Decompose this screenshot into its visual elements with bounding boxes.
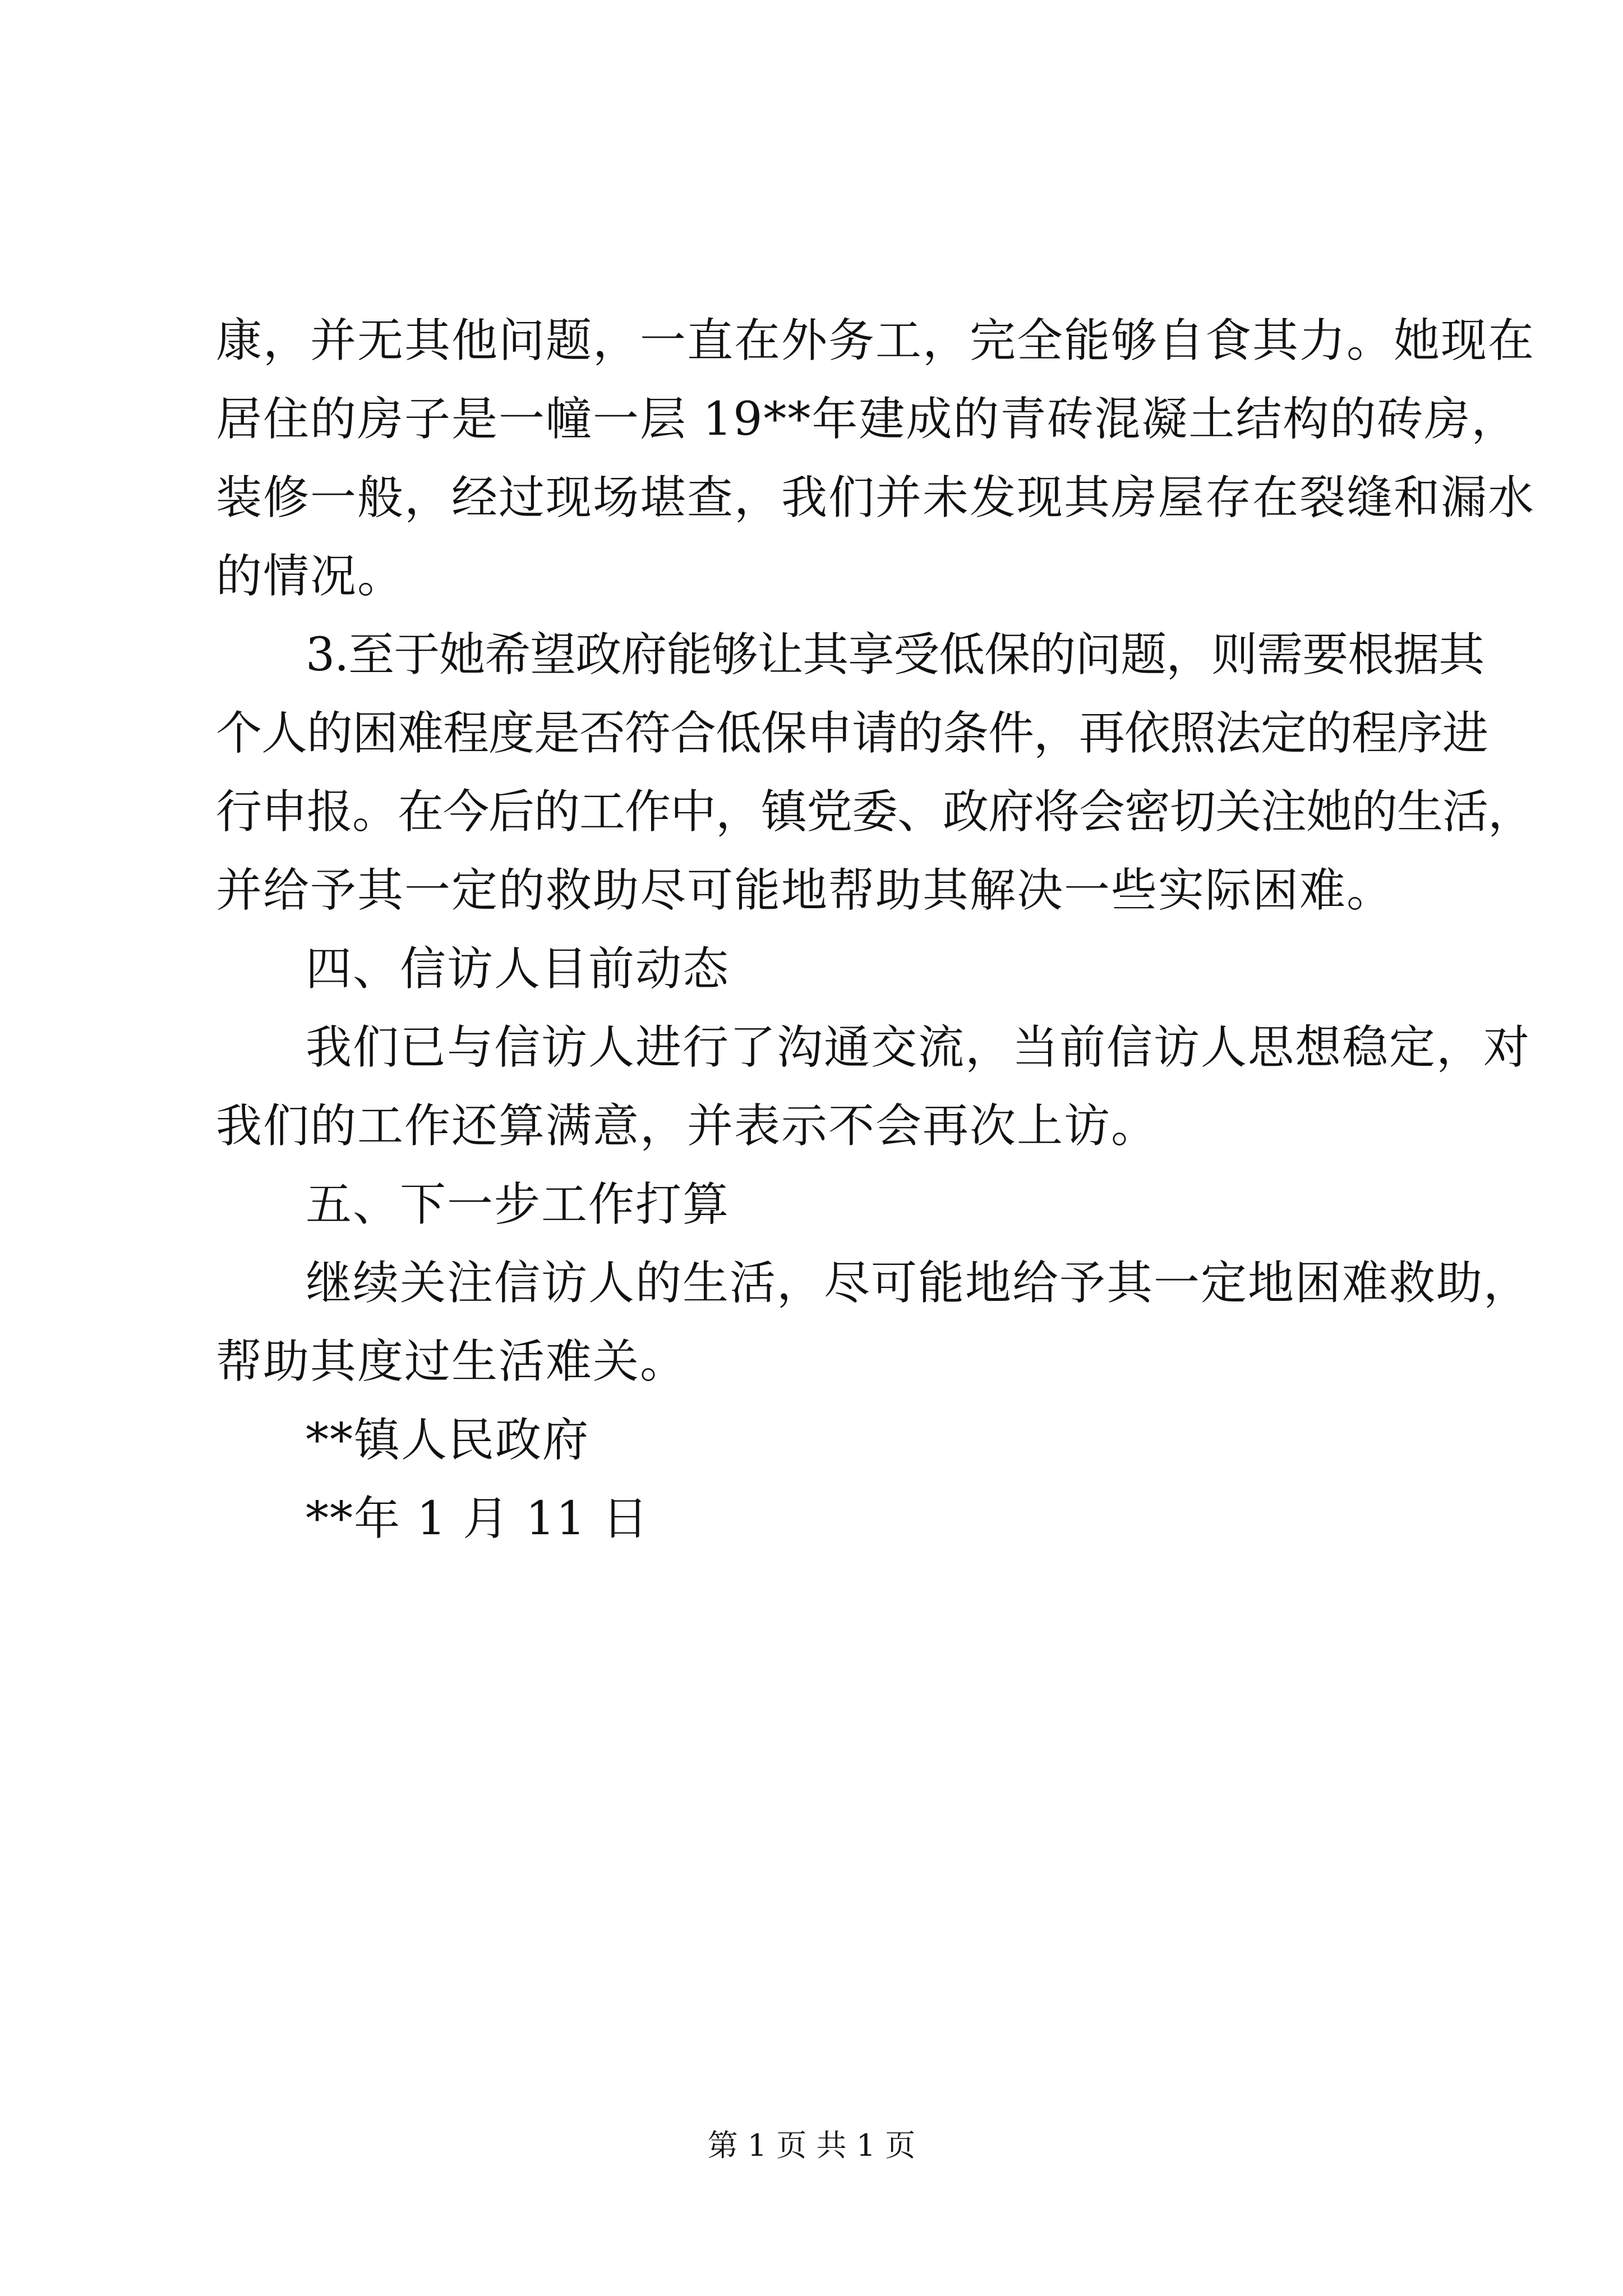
section-heading: 五、下一步工作打算 [306,1178,730,1231]
text-line: 并给予其一定的救助尽可能地帮助其解决一些实际困难。 [216,864,1394,917]
page-number: 第 1 页 共 1 页 [707,2128,916,2163]
text-line: 康，并无其他问题，一直在外务工，完全能够自食其力。她现在 [216,314,1536,367]
signature-date: **年 1 月 11 日 [306,1492,649,1545]
text-line: 帮助其度过生活难关。 [216,1335,688,1388]
text-line: 3.至于她希望政府能够让其享受低保的问题，则需要根据其 [306,628,1484,682]
page-footer [0,2126,1623,2165]
document-body [216,302,1536,1558]
text-line: 我们的工作还算满意，并表示不会再次上访。 [216,1099,1159,1153]
text-line: 装修一般，经过现场堪查，我们并未发现其房屋存在裂缝和漏水 [216,471,1536,524]
signature-organization: **镇人民政府 [306,1414,590,1467]
text-line: 个人的困难程度是否符合低保申请的条件，再依照法定的程序进 [216,707,1488,760]
text-line: 居住的房子是一幢一层 19**年建成的青砖混凝土结构的砖房， [216,393,1519,446]
text-line: 继续关注信访人的生活，尽可能地给予其一定地困难救助， [306,1257,1531,1310]
text-line: 的情况。 [216,550,405,603]
text-line: 行申报。在今后的工作中，镇党委、政府将会密切关注她的生活， [216,785,1534,839]
section-heading: 四、信访人目前动态 [306,942,730,996]
text-line: 我们已与信访人进行了沟通交流，当前信访人思想稳定，对 [306,1021,1531,1074]
